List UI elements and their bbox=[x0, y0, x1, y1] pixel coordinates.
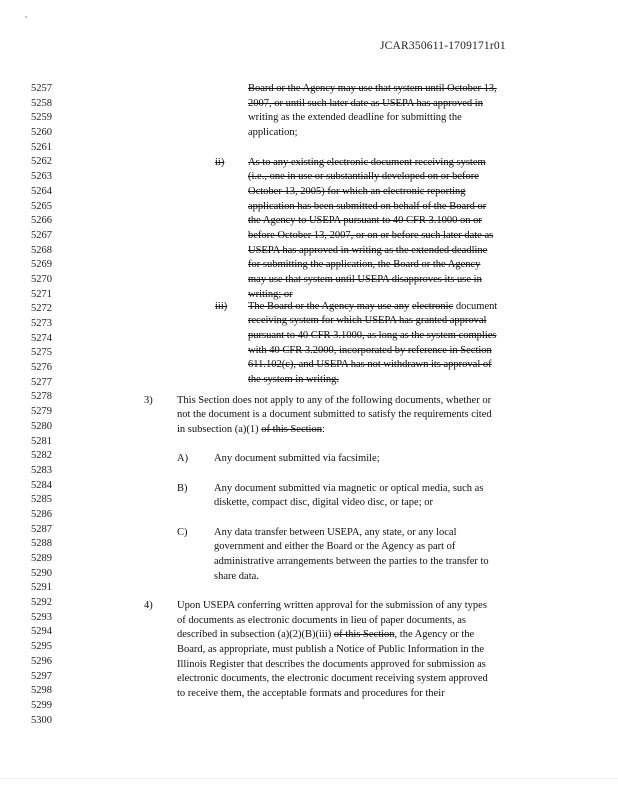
item-label-iii: iii) bbox=[215, 300, 228, 312]
text-fragment: in subsection (a)(1) bbox=[177, 423, 259, 435]
text-line: Any document submitted via facsimile; bbox=[214, 453, 380, 464]
line-number: 5264 bbox=[31, 185, 52, 197]
line-number: 5260 bbox=[31, 127, 52, 139]
text-line: Illinois Register that describes the documents approved for submission as bbox=[177, 658, 486, 670]
subitem-label-c: C) bbox=[177, 526, 188, 538]
line-number: 5291 bbox=[31, 582, 52, 594]
line-number: 5281 bbox=[31, 435, 52, 447]
subitem-c-text bbox=[214, 526, 489, 585]
line-number: 5300 bbox=[31, 714, 52, 726]
line-number: 5284 bbox=[31, 479, 52, 491]
struck-text: the system in writing. bbox=[248, 373, 339, 385]
line-number: 5299 bbox=[31, 699, 52, 711]
subitem-a-text bbox=[214, 452, 380, 467]
item-4-text bbox=[177, 599, 488, 702]
line-number: 5262 bbox=[31, 156, 52, 168]
text-line: share data. bbox=[214, 570, 259, 582]
text-line: diskette, compact disc, digital video disc, or tape; or bbox=[214, 497, 433, 509]
text-fragment: described in subsection (a)(2)(B)(iii) bbox=[177, 629, 332, 641]
struck-text: with 40 CFR 3.2000, incorporated by reference in Section bbox=[248, 344, 492, 356]
line-number: 5275 bbox=[31, 347, 52, 359]
struck-text: 611.102(c), and USEPA has not withdrawn its approval of bbox=[248, 359, 492, 371]
line-number: 5261 bbox=[31, 141, 52, 153]
text-line: of documents as electronic documents in lieu of paper documents, as bbox=[177, 614, 466, 626]
text-line: This Section does not apply to any of the following documents, whether or bbox=[177, 394, 492, 406]
text-line: not the document is a document submitted to satisfy the requirements cited bbox=[177, 409, 492, 421]
line-number: 5279 bbox=[31, 406, 52, 418]
line-number: 5273 bbox=[31, 318, 52, 329]
line-number: 5268 bbox=[31, 244, 52, 256]
line-number: 5296 bbox=[31, 655, 52, 667]
struck-text: USEPA has approved in writing as the extended deadline bbox=[248, 244, 488, 256]
struck-text: Board or the Agency may use that system until October 13, bbox=[248, 83, 497, 94]
struck-text: application has been submitted on behalf of the Board or bbox=[248, 200, 487, 212]
struck-text: 2007, or until such later date as USEPA has approved in bbox=[248, 97, 483, 109]
item-label-ii: ii) bbox=[215, 156, 225, 168]
text-line: Any data transfer between USEPA, any state, or any local bbox=[214, 526, 457, 538]
line-number: 5269 bbox=[31, 259, 52, 271]
struck-text: (i.e., one in use or substantially developed on or before bbox=[248, 171, 479, 183]
struck-text: As to any existing electronic document receiving system bbox=[248, 156, 486, 168]
line-number: 5265 bbox=[31, 200, 52, 212]
text-line: application; bbox=[248, 127, 298, 139]
line-number: 5286 bbox=[31, 508, 52, 520]
text-line: Board, as appropriate, must publish a Notice of Public Information in the bbox=[177, 644, 485, 656]
text-line: Any document submitted via magnetic or optical media, such as bbox=[214, 482, 484, 494]
line-number: 5280 bbox=[31, 420, 52, 432]
line-number: 5298 bbox=[31, 685, 52, 697]
text-fragment: : bbox=[321, 423, 325, 435]
struck-text: The Board or the Agency may use any bbox=[248, 300, 410, 312]
line-number: 5258 bbox=[31, 97, 52, 109]
text-fragment: , the Agency or the bbox=[394, 629, 475, 641]
struck-text: writing; or bbox=[248, 288, 293, 300]
line-number: 5283 bbox=[31, 464, 52, 476]
struck-text: the Agency to USEPA pursuant to 40 CFR 3.1000 on or bbox=[248, 215, 482, 227]
struck-text: electronic bbox=[411, 300, 454, 312]
item-iii-text bbox=[248, 300, 497, 388]
scan-speck bbox=[25, 16, 27, 18]
line-number: 5274 bbox=[31, 332, 52, 344]
text-line: government and either the Board or the Agency as part of bbox=[214, 541, 456, 553]
line-number: 5263 bbox=[31, 171, 52, 183]
line-number: 5271 bbox=[31, 288, 52, 300]
line-number: 5294 bbox=[31, 626, 52, 638]
struck-text: may use that system until USEPA disapproves its use in bbox=[248, 274, 482, 285]
struck-text: before October 13, 2007, or on or before such later date as bbox=[248, 229, 494, 241]
subitem-label-b: B) bbox=[177, 482, 188, 494]
line-number: 5266 bbox=[31, 215, 52, 227]
line-number: 5287 bbox=[31, 523, 52, 535]
line-number: 5277 bbox=[31, 376, 52, 388]
struck-text: October 13, 2005) for which an electronic reporting bbox=[248, 185, 466, 197]
line-number-column bbox=[31, 82, 52, 728]
line-number: 5292 bbox=[31, 597, 52, 609]
line-number: 5293 bbox=[31, 611, 52, 623]
line-number: 5285 bbox=[31, 494, 52, 506]
item-ii-text bbox=[248, 156, 493, 303]
struck-text: of this Section bbox=[261, 423, 322, 435]
struck-text: of this Section bbox=[333, 629, 395, 641]
struck-text: for submitting the application, the Board or the Agency bbox=[248, 259, 481, 271]
text-line: administrative arrangements between the parties to the transfer to bbox=[214, 555, 489, 567]
text-line: to receive them, the acceptable formats and procedures for their bbox=[177, 688, 445, 700]
line-number: 5259 bbox=[31, 112, 52, 124]
line-number: 5270 bbox=[31, 273, 52, 285]
line-number: 5278 bbox=[31, 391, 52, 403]
item-3-text bbox=[177, 394, 492, 438]
line-number: 5267 bbox=[31, 229, 52, 241]
line-number: 5282 bbox=[31, 450, 52, 462]
line-number: 5290 bbox=[31, 567, 52, 579]
line-number: 5257 bbox=[31, 83, 52, 94]
page-bottom-edge bbox=[0, 778, 618, 779]
line-number: 5297 bbox=[31, 670, 52, 682]
text-fragment: document bbox=[455, 300, 498, 312]
line-number: 5276 bbox=[31, 362, 52, 374]
continuation-block bbox=[248, 82, 497, 141]
document-id-header: JCAR350611-1709171r01 bbox=[380, 40, 506, 52]
text-line: Upon USEPA conferring written approval for the submission of any types bbox=[177, 600, 487, 611]
text-line: electronic documents, the electronic document receiving system approved bbox=[177, 673, 488, 685]
line-number: 5288 bbox=[31, 538, 52, 550]
line-number: 5295 bbox=[31, 641, 52, 653]
subitem-label-a: A) bbox=[177, 453, 189, 464]
line-number: 5289 bbox=[31, 553, 52, 564]
subitem-b-text bbox=[214, 482, 483, 511]
line-number: 5272 bbox=[31, 303, 52, 315]
struck-text: pursuant to 40 CFR 3.1000, as long as the system complies bbox=[248, 329, 497, 341]
struck-text: receiving system for which USEPA has granted approval bbox=[248, 315, 487, 327]
text-line: writing as the extended deadline for submitting the bbox=[248, 112, 462, 124]
item-label-4: 4) bbox=[144, 600, 153, 611]
item-label-3: 3) bbox=[144, 394, 153, 406]
